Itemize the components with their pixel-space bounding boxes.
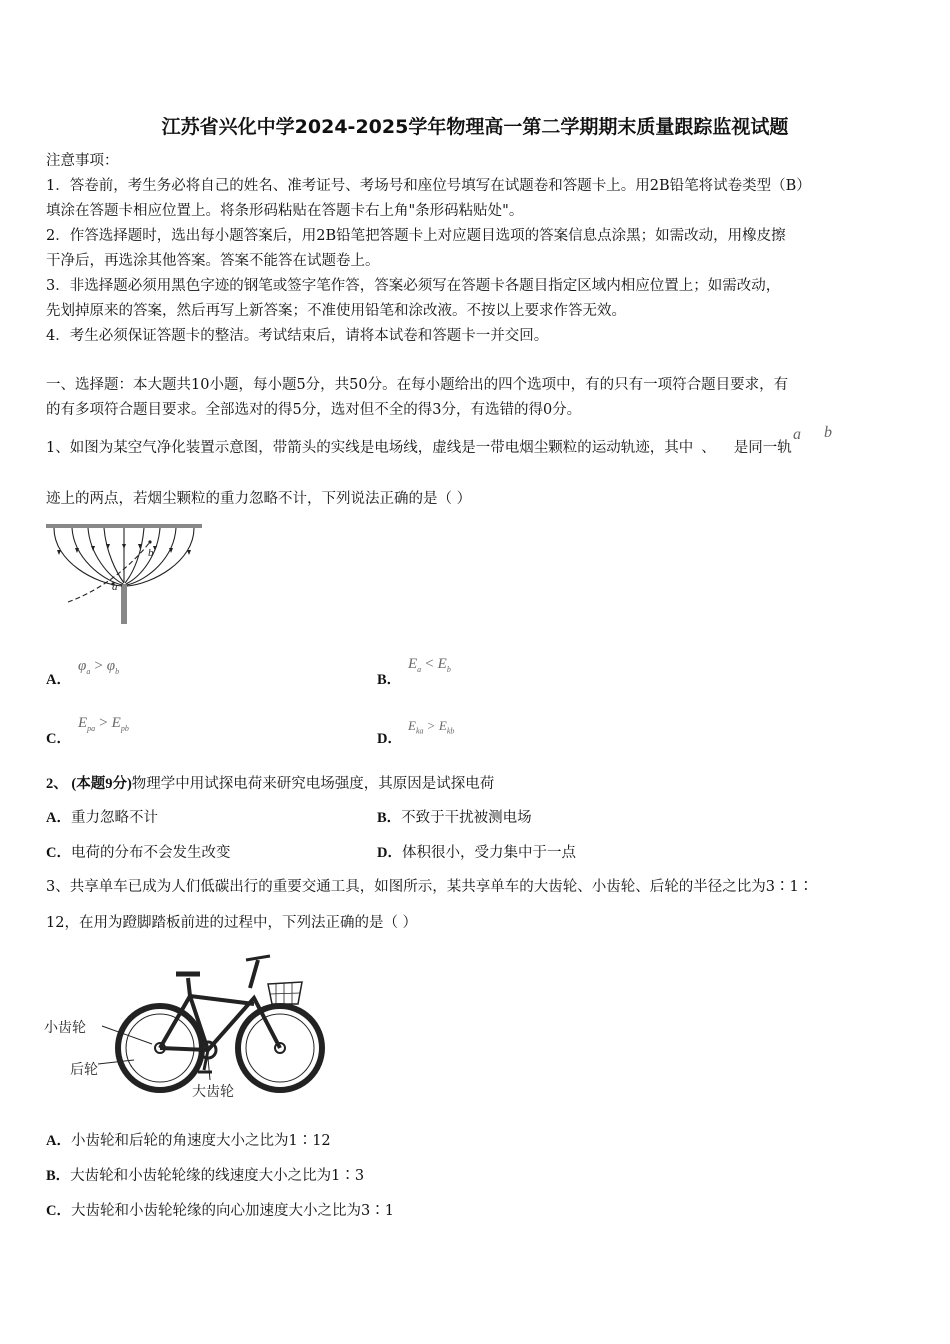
option-a[interactable]: A． <box>46 672 71 688</box>
question-2-text: 2、 (本题9分)物理学中用试探电荷来研究电场强度，其原因是试探电荷 <box>46 776 495 792</box>
notice-line: 3．非选择题必须用黑色字迹的钢笔或签字笔作答，答案必须写在答题卡各题目指定区域内相应位置上；如需改动， <box>46 278 781 294</box>
q3-option-a[interactable]: A．小齿轮和后轮的角速度大小之比为1∶12 <box>46 1133 331 1149</box>
label-big-gear: 大齿轮 <box>192 1084 234 1100</box>
option-a-formula: $\varphi_a > \varphi_b$ <box>78 658 120 676</box>
notice-line: 4．考生必须保证答题卡的整洁。考试结束后，请将本试卷和答题卡一并交回。 <box>46 328 549 344</box>
option-c[interactable]: C． <box>46 731 71 747</box>
question-1-text: 1、如图为某空气净化装置示意图，带箭头的实线是电场线，虚线是一带电烟尘颗粒的运动轨迹，其中 、 是同一轨 <box>46 440 792 456</box>
q2-option-c[interactable]: C．电荷的分布不会发生改变 <box>46 845 231 861</box>
option-b[interactable]: B． <box>377 672 402 688</box>
notice-line: 干净后，再选涂其他答案。答案不能答在试题卷上。 <box>46 253 380 269</box>
q3-option-b[interactable]: B．大齿轮和小齿轮轮缘的线速度大小之比为1∶3 <box>46 1168 365 1184</box>
q2-option-a[interactable]: A．重力忽略不计 <box>46 810 158 826</box>
question-3-text-line2: 12，在用为蹬脚踏板前进的过程中，下列法正确的是（ ） <box>46 915 418 931</box>
q2-option-d[interactable]: D．体积很小，受力集中于一点 <box>377 845 576 861</box>
figure-label-b: b <box>148 547 154 559</box>
label-rear-wheel: 后轮 <box>70 1062 98 1078</box>
notice-line: 填涂在答题卡相应位置上。将条形码粘贴在答题卡右上角"条形码粘贴处"。 <box>46 203 524 219</box>
label-small-gear: 小齿轮 <box>44 1020 86 1036</box>
option-d-formula: $E_{ka} > E_{kb}$ <box>408 718 455 736</box>
option-b-formula: $E_a < E_b$ <box>408 656 451 674</box>
page-title: 江苏省兴化中学2024-2025学年物理高一第二学期期末质量跟踪监视试题 <box>161 116 789 138</box>
q2-option-b[interactable]: B．不致于干扰被测电场 <box>377 810 532 826</box>
var-b: b <box>824 424 832 441</box>
notice-line: 2．作答选择题时，选出每小题答案后，用2B铅笔把答题卡上对应题目选项的答案信息点涂黑；如需改动，用橡皮擦 <box>46 228 786 244</box>
electric-field-figure <box>46 522 206 626</box>
var-a: a <box>793 426 801 443</box>
notice-line: 先划掉原来的答案，然后再写上新答案；不准使用铅笔和涂改液。不按以上要求作答无效。 <box>46 303 626 319</box>
section-instructions: 一、选择题：本大题共10小题，每小题5分，共50分。在每小题给出的四个选项中，有的只有一项符合题目要求，有 <box>46 377 789 393</box>
option-c-formula: $E_{pa} > E_{pb}$ <box>78 715 129 733</box>
q3-option-c[interactable]: C．大齿轮和小齿轮轮缘的向心加速度大小之比为3∶1 <box>46 1203 394 1219</box>
section-instructions: 的有多项符合题目要求。全部选对的得5分，选对但不全的得3分，有选错的得0分。 <box>46 402 582 418</box>
notice-line: 1．答卷前，考生务必将自己的姓名、准考证号、考场号和座位号填写在试题卷和答题卡上。用2B铅笔将试卷类型（B） <box>46 178 811 194</box>
figure-label-a: a <box>112 581 118 593</box>
bicycle-figure <box>40 948 340 1100</box>
question-3-text: 3、共享单车已成为人们低碳出行的重要交通工具，如图所示，某共享单车的大齿轮、小齿轮、后轮的半径之比为3∶1∶ <box>46 879 814 895</box>
question-1-text-line2: 迹上的两点，若烟尘颗粒的重力忽略不计，下列说法正确的是（ ） <box>46 491 472 507</box>
option-d[interactable]: D． <box>377 731 402 747</box>
notice-heading: 注意事项： <box>46 153 119 169</box>
